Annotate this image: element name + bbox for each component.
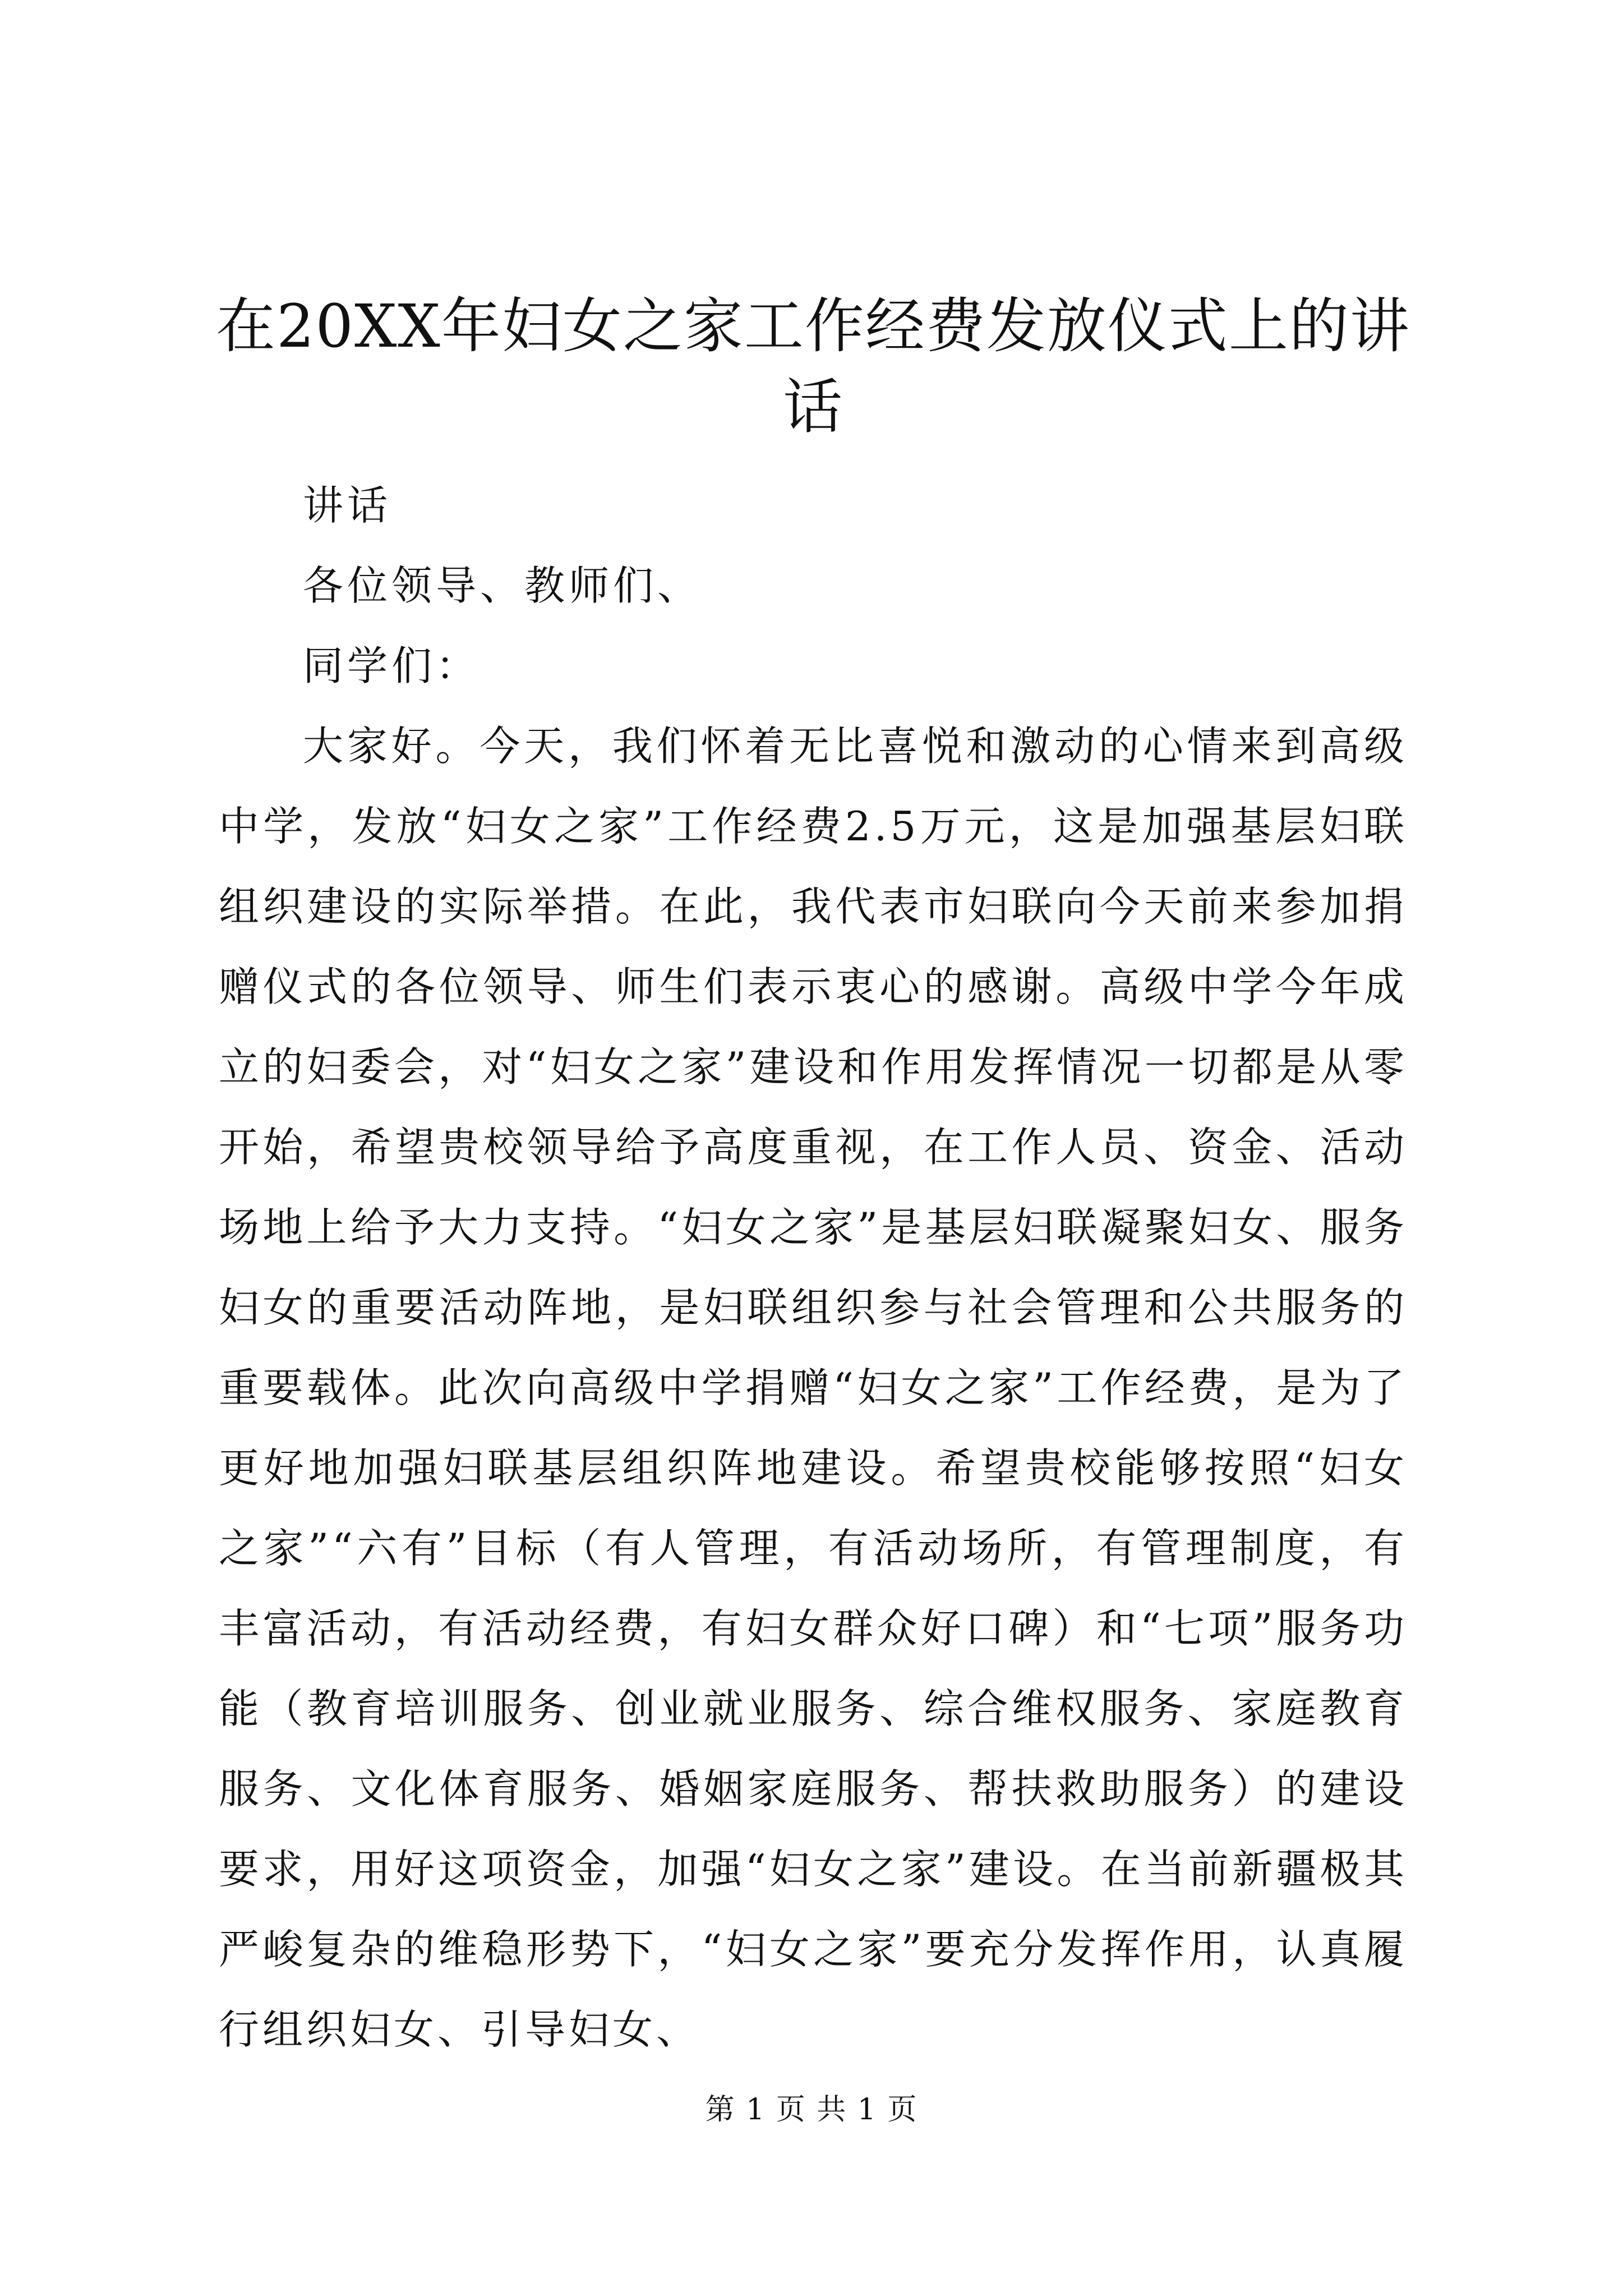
paragraph-salutation-continued: 同学们： [303, 642, 481, 689]
paragraph-salutation: 各位领导、教师们、 [303, 562, 702, 609]
document-body [219, 466, 1408, 2070]
document-title: 在20XX年妇女之家工作经费发放仪式上的讲话 [216, 292, 1410, 442]
page-number-footer: 第 1 页 共 1 页 [705, 2093, 918, 2127]
paragraph-main: 大家好。今天，我们怀着无比喜悦和激动的心情来到高级中学，发放“妇女之家”工作经费2.5万元，这是加强基层妇联组织建设的实际举措。在此，我代表市妇联向今天前来参加捐赠仪式的各位领导、师生们表示衷心的感谢。高级中学今年成立的妇委会，对“妇女之家”建设和作用发挥情况一切都是从零开始，希望贵校领导给予高度重视，在工作人员、资金、活动场地上给予大力支持。“妇女之家”是基层妇联凝聚妇女、服务妇女的重要活动阵地，是妇联组织参与社会管理和公共服务的重要载体。此次向高级中学捐赠“妇女之家”工作经费，是为了更好地加强妇联基层组织阵地建设。希望贵校能够按照“妇女之家”“六有”目标（有人管理，有活动场所，有管理制度，有丰富活动，有活动经费，有妇女群众好口碑）和“七项”服务功能（教育培训服务、创业就业服务、综合维权服务、家庭教育服务、文化体育服务、婚姻家庭服务、帮扶救助服务）的建设要求，用好这项资金，加强“妇女之家”建设。在当前新疆极其严峻复杂的维稳形势下，“妇女之家”要充分发挥作用，认真履行组织妇女、引导妇女、 [219, 723, 1408, 2053]
paragraph-topic: 讲话 [303, 482, 392, 529]
